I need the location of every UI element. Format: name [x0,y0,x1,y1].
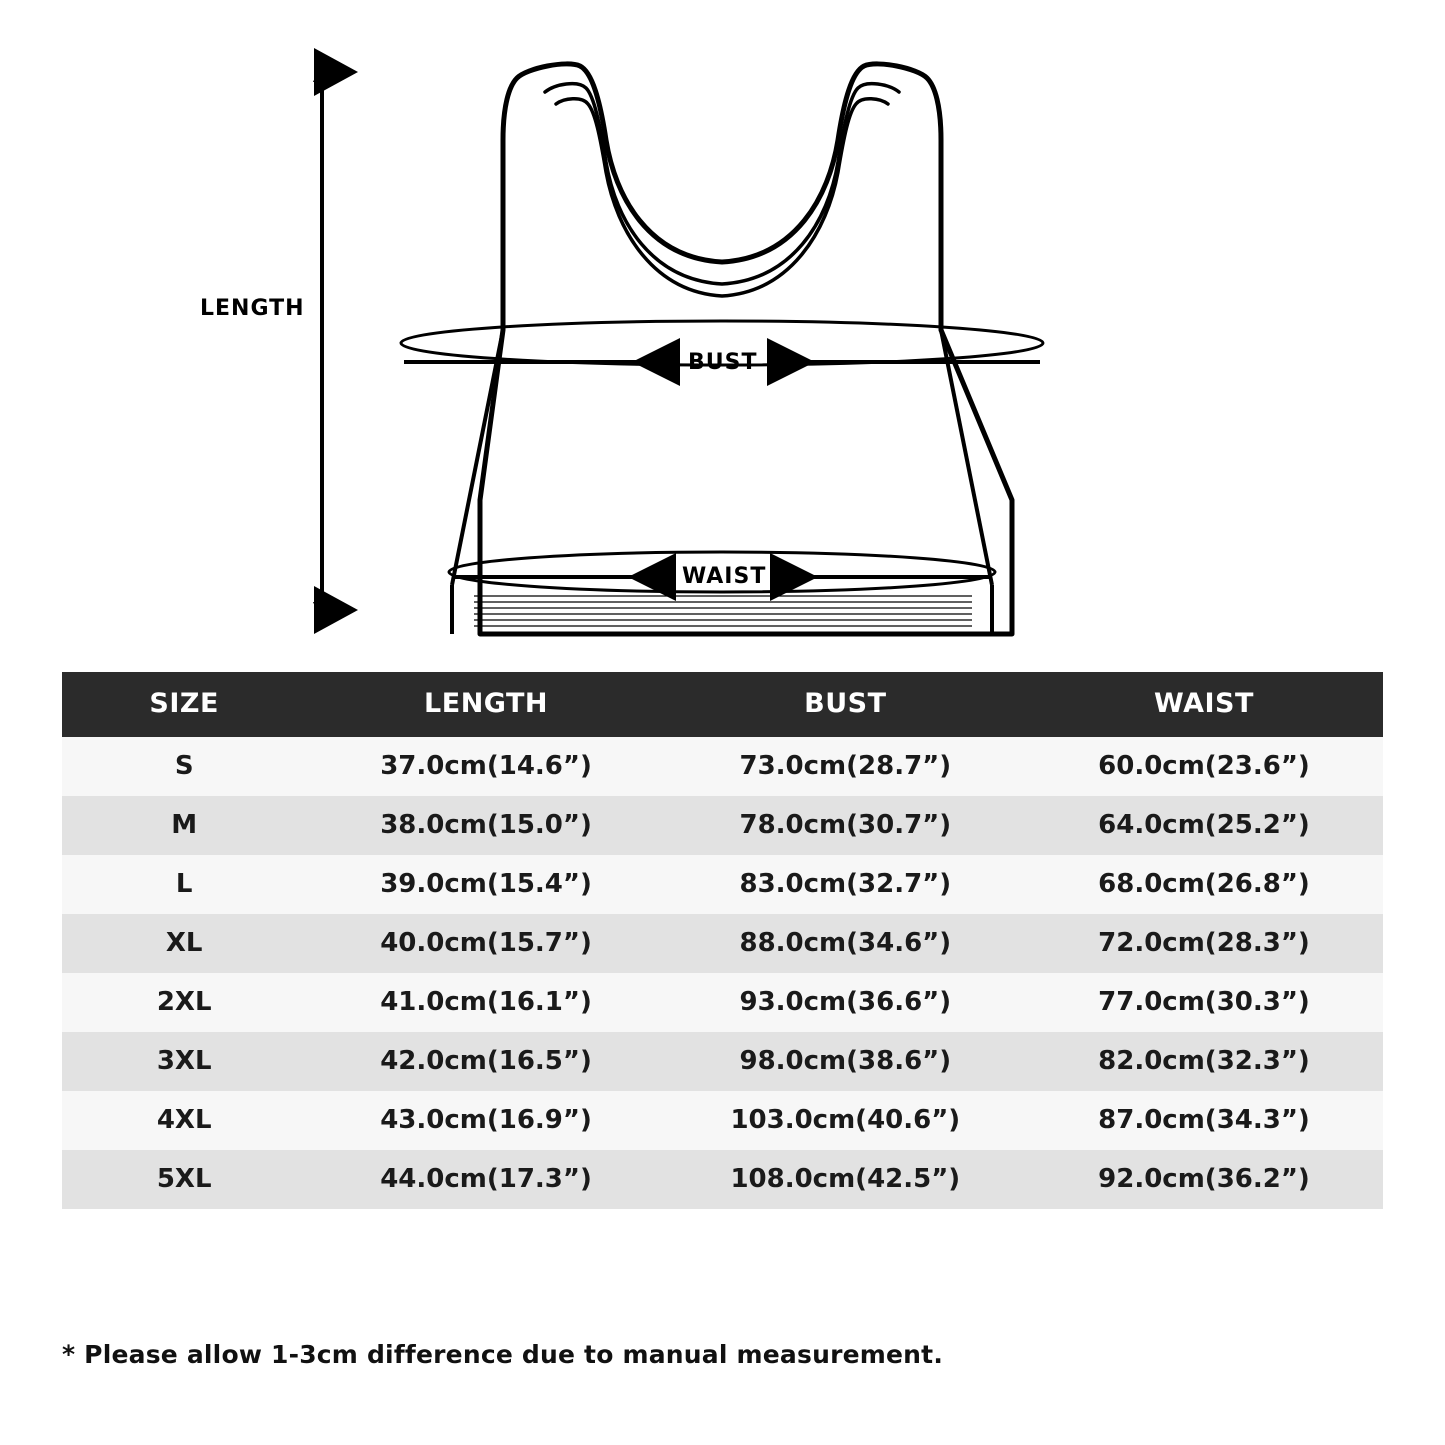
waist-label: WAIST [682,564,767,589]
cell-bust: 103.0cm(40.6”) [666,1091,1025,1150]
cell-length: 44.0cm(17.3”) [306,1150,665,1209]
cell-waist: 60.0cm(23.6”) [1025,737,1383,796]
cell-length: 42.0cm(16.5”) [306,1032,665,1091]
cell-length: 37.0cm(14.6”) [306,737,665,796]
cell-size: 3XL [62,1032,306,1091]
cell-size: S [62,737,306,796]
garment-measurement-diagram [0,0,1445,655]
cell-waist: 77.0cm(30.3”) [1025,973,1383,1032]
cell-length: 43.0cm(16.9”) [306,1091,665,1150]
cell-bust: 98.0cm(38.6”) [666,1032,1025,1091]
cell-waist: 82.0cm(32.3”) [1025,1032,1383,1091]
cell-size: XL [62,914,306,973]
cell-waist: 87.0cm(34.3”) [1025,1091,1383,1150]
cell-size: L [62,855,306,914]
table-row [62,796,1383,855]
cell-bust: 88.0cm(34.6”) [666,914,1025,973]
header-length: LENGTH [306,672,665,737]
table-row [62,737,1383,796]
cell-bust: 93.0cm(36.6”) [666,973,1025,1032]
cell-size: M [62,796,306,855]
cell-bust: 78.0cm(30.7”) [666,796,1025,855]
cell-waist: 92.0cm(36.2”) [1025,1150,1383,1209]
table-row [62,1091,1383,1150]
cell-length: 39.0cm(15.4”) [306,855,665,914]
header-size: SIZE [62,672,306,737]
cell-length: 41.0cm(16.1”) [306,973,665,1032]
cell-waist: 68.0cm(26.8”) [1025,855,1383,914]
cell-bust: 83.0cm(32.7”) [666,855,1025,914]
table-row [62,973,1383,1032]
header-waist: WAIST [1025,672,1383,737]
garment-outline-svg [0,0,1445,655]
table-header-row [62,672,1383,737]
table-row [62,1150,1383,1209]
cell-size: 5XL [62,1150,306,1209]
bust-label: BUST [688,350,758,375]
cell-size: 2XL [62,973,306,1032]
table-row [62,855,1383,914]
cell-length: 38.0cm(15.0”) [306,796,665,855]
length-label: LENGTH [200,296,305,321]
bra-body-outline [480,64,1012,634]
table-row [62,1032,1383,1091]
cell-bust: 73.0cm(28.7”) [666,737,1025,796]
cell-waist: 64.0cm(25.2”) [1025,796,1383,855]
table-row [62,914,1383,973]
cell-bust: 108.0cm(42.5”) [666,1150,1025,1209]
size-chart-table-wrapper [62,672,1383,1209]
header-bust: BUST [666,672,1025,737]
length-dimension-line [313,62,331,622]
size-chart-table [62,672,1383,1209]
measurement-disclaimer: * Please allow 1-3cm difference due to manual measurement. [62,1340,944,1369]
bottom-band-hatching [474,596,972,626]
cell-size: 4XL [62,1091,306,1150]
cell-waist: 72.0cm(28.3”) [1025,914,1383,973]
cell-length: 40.0cm(15.7”) [306,914,665,973]
